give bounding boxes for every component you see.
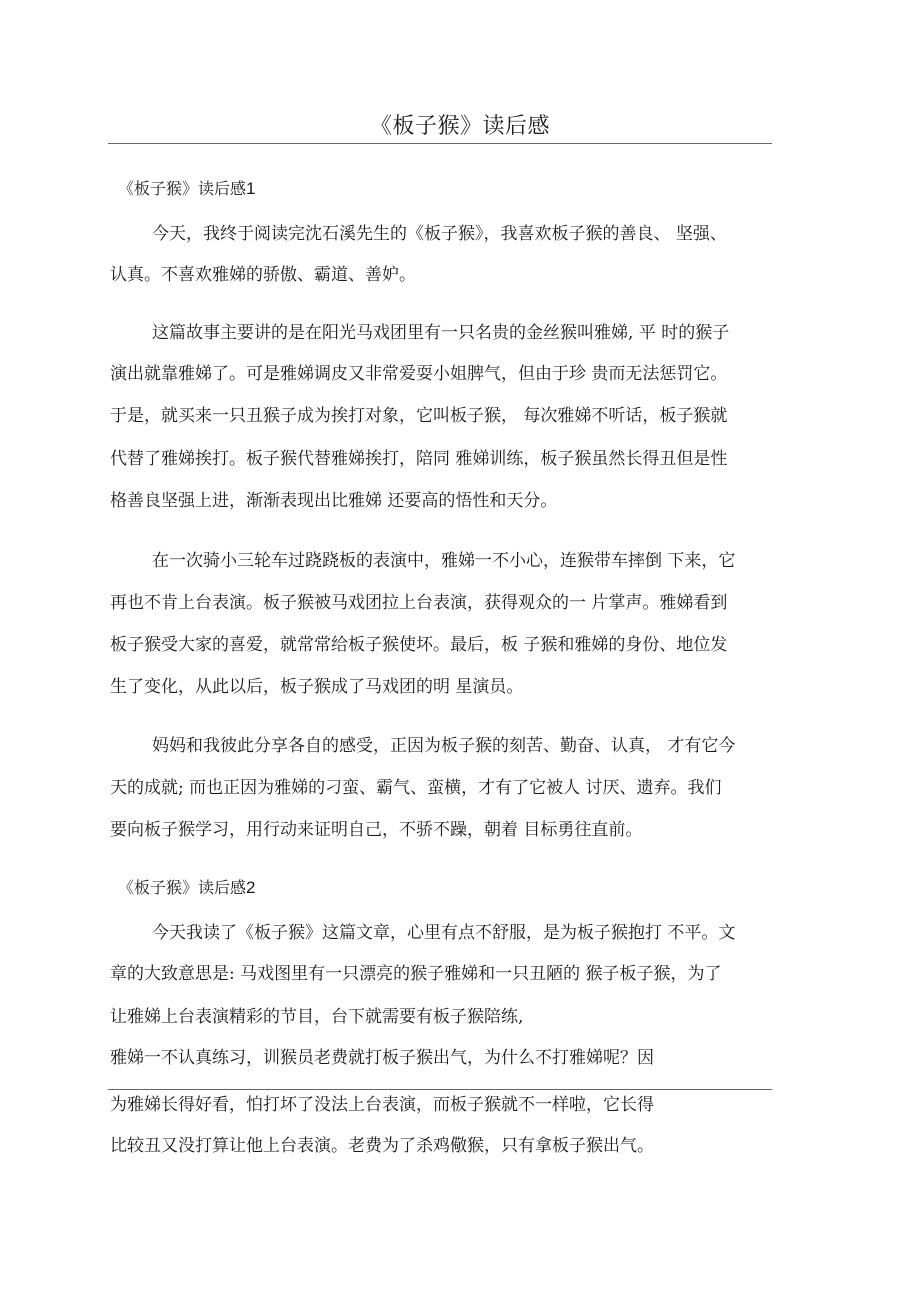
section-heading-text: 《板子猴》读后感 [118, 179, 247, 198]
text-line: 今天，我终于阅读完沈石溪先生的《板子猴》，我喜欢板子猴的善良、 坚强、 [152, 224, 727, 244]
text-line: 演出就靠雅娣了。可是雅娣调皮又非常爱耍小姐脾气，但由于珍 贵而无法惩罚它。 [110, 364, 728, 384]
text-line: 妈妈和我彼此分享各自的感受，正因为板子猴的刻苦、勤奋、认真， 才有它今 [152, 736, 736, 756]
text-line: 于是，就买来一只丑猴子成为挨打对象，它叫板子猴， 每次雅娣不听话，板子猴就 [110, 406, 728, 426]
text-line: 天的成就; 而也正因为雅娣的刁蛮、霸气、蛮横，才有了它被人 讨厌、遗弃。我们 [110, 778, 722, 798]
text-line: 今天我读了《板子猴》这篇文章，心里有点不舒服，是为板子猴抱打 不平。文 [152, 923, 736, 943]
text-line: 生了变化，从此以后，板子猴成了马戏团的明 星演员。 [110, 677, 524, 697]
text-line: 雅娣一不认真练习，训猴员老费就打板子猴出气，为什么不打雅娣呢？因 [110, 1048, 654, 1068]
text-line: 格善良坚强上进，渐渐表现出比雅娣 还要高的悟性和天分。 [110, 491, 558, 511]
section-heading-1 [118, 178, 255, 200]
document-title: 《板子猴》读后感 [369, 114, 550, 139]
text-line: 要向板子猴学习，用行动来证明自己，不骄不躁，朝着 目标勇往直前。 [110, 820, 643, 840]
text-line: 为雅娣长得好看，怕打坏了没法上台表演，而板子猴就不一样啦，它长得 [110, 1095, 654, 1115]
title-divider [108, 143, 772, 144]
section-heading-text: 《板子猴》读后感 [118, 878, 247, 897]
section-heading-number: 2 [246, 878, 256, 897]
section-heading-2 [118, 877, 255, 899]
text-line: 在一次骑小三轮车过跷跷板的表演中，雅娣一不小心，连猴带车摔倒 下来，它 [152, 551, 736, 571]
text-line: 认真。不喜欢雅娣的骄傲、霸道、善妒。 [110, 265, 416, 285]
text-line: 章的大致意思是: 马戏图里有一只漂亮的猴子雅娣和一只丑陋的 猴子板子猴，为了 [110, 964, 722, 984]
text-line: 这篇故事主要讲的是在阳光马戏团里有一只名贵的金丝猴叫雅娣, 平 时的猴子 [152, 323, 730, 343]
page-break-divider [108, 1089, 772, 1090]
text-line: 代替了雅娣挨打。板子猴代替雅娣挨打，陪同 雅娣训练，板子猴虽然长得丑但是性 [110, 449, 728, 469]
section-heading-number: 1 [246, 179, 256, 198]
text-line: 再也不肯上台表演。板子猴被马戏团拉上台表演，获得观众的一 片掌声。雅娣看到 [110, 593, 728, 613]
text-line: 让雅娣上台表演精彩的节目，台下就需要有板子猴陪练, [110, 1007, 524, 1027]
text-line: 板子猴受大家的喜爱，就常常给板子猴使坏。最后，板 子猴和雅娣的身份、地位发 [110, 635, 728, 655]
text-line: 比较丑又没打算让他上台表演。老费为了杀鸡儆猴，只有拿板子猴出气。 [110, 1136, 654, 1156]
